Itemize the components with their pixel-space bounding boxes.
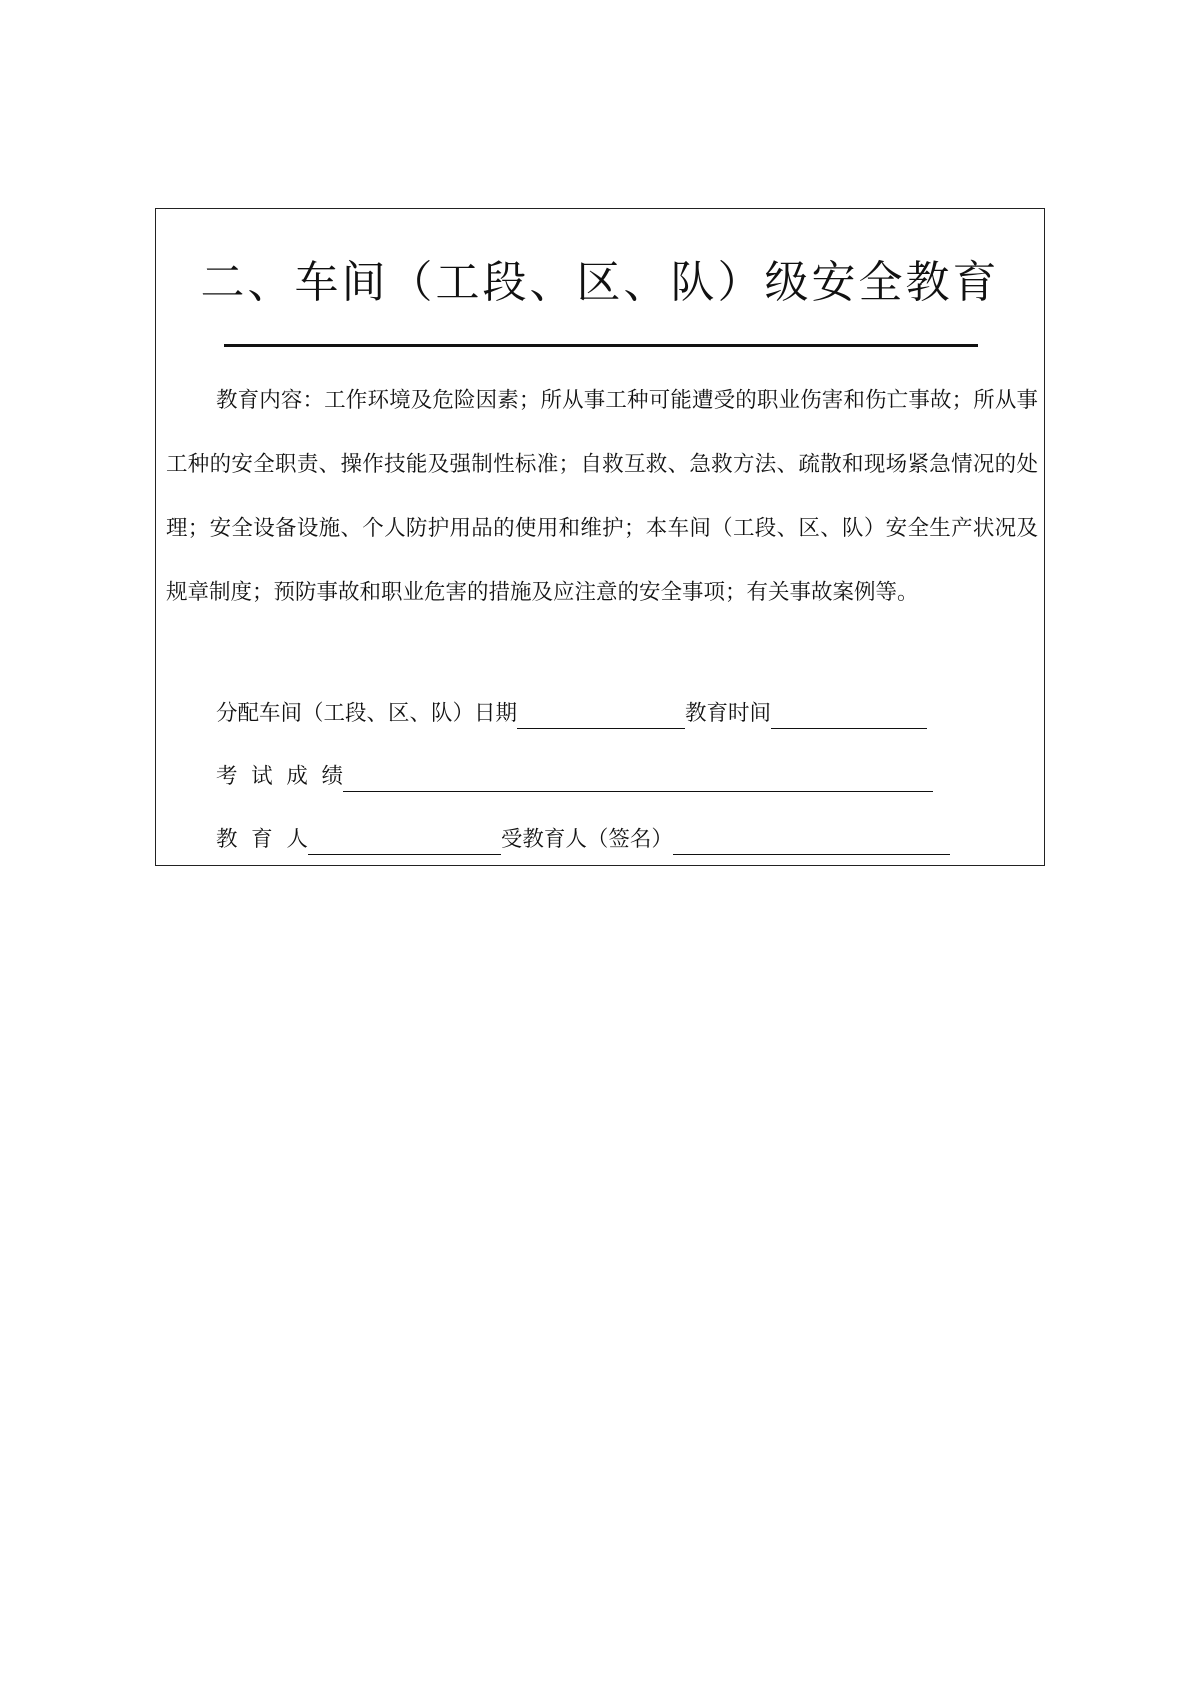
form-title: 二、车间（工段、区、队）级安全教育 xyxy=(200,257,1000,308)
edu-time-field[interactable] xyxy=(771,698,927,729)
edu-time-label: 教育时间 xyxy=(685,701,772,726)
assign-date-field[interactable] xyxy=(517,698,685,729)
signature-row xyxy=(216,819,950,855)
assign-date-label: 分配车间（工段、区、队）日期 xyxy=(216,701,518,726)
trainee-signature-field[interactable] xyxy=(673,824,950,855)
education-content: 教育内容：工作环境及危险因素；所从事工种可能遭受的职业伤害和伤亡事故；所从事工种的安全职责、操作技能及强制性标准；自救互救、急救方法、疏散和现场紧急情况的处理；安全设备设施、个人防护用品的使用和维护；本车间（工段、区、队）安全生产状况及规章制度；预防事故和职业危害的措施及应注意的安全事项；有关事故案例等。 xyxy=(166,388,1038,605)
education-form xyxy=(155,208,1045,866)
exam-score-row xyxy=(216,756,933,792)
exam-score-label: 考 试 成 绩 xyxy=(216,764,344,789)
title-underline xyxy=(224,344,978,347)
exam-score-field[interactable] xyxy=(343,761,933,792)
educator-field[interactable] xyxy=(308,824,501,855)
assign-date-row xyxy=(216,693,927,729)
trainee-label: 受教育人（签名） xyxy=(500,827,673,852)
educator-label: 教 育 人 xyxy=(216,827,308,852)
